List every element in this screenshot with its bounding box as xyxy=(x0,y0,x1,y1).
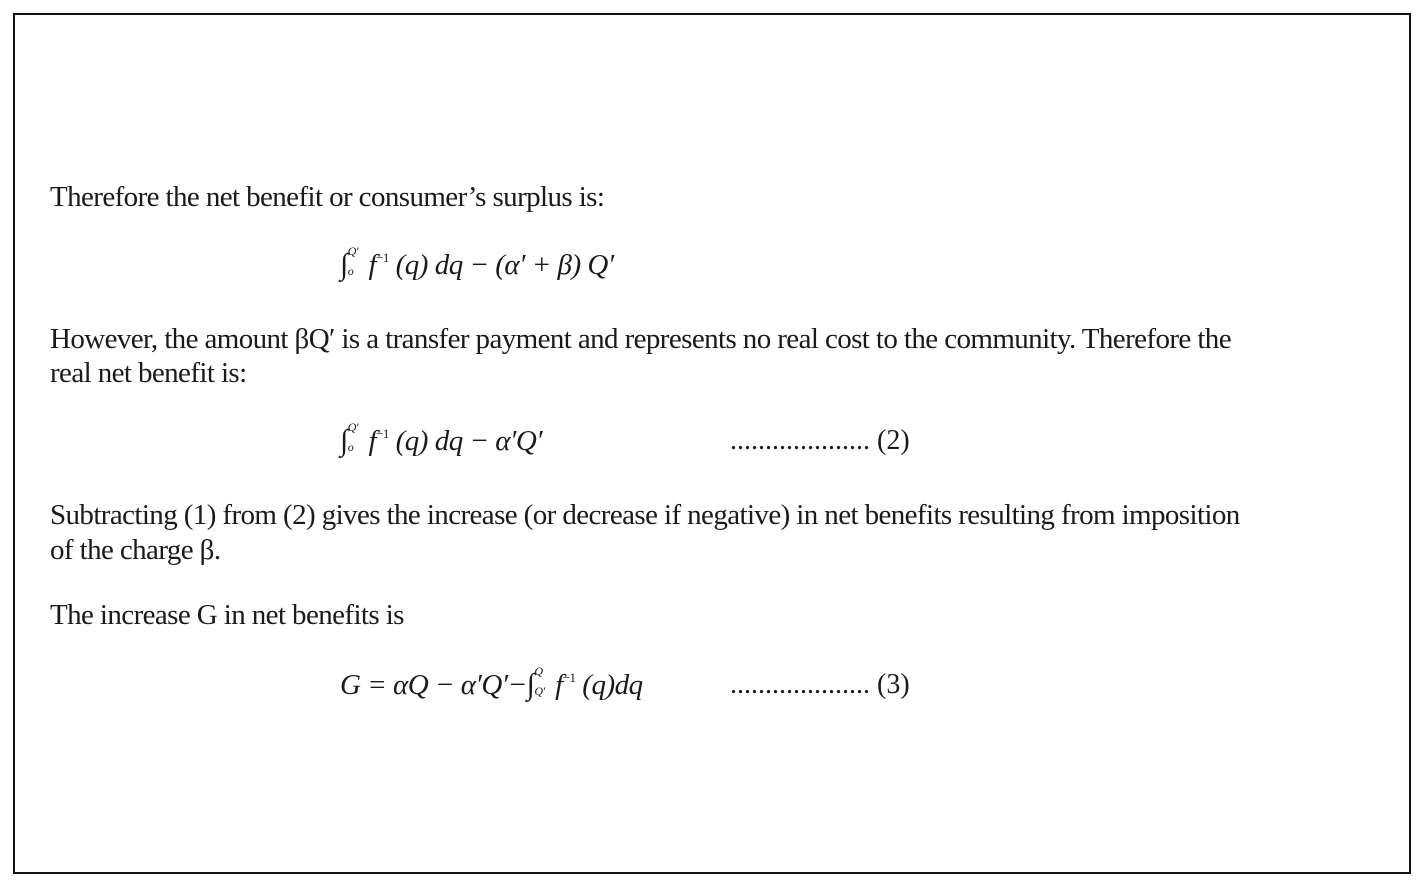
equation-real-net-benefit xyxy=(340,420,543,458)
integral-limits: Q Q′ xyxy=(534,664,545,698)
equation-increase-g xyxy=(340,664,643,702)
integral-sign: ∫ xyxy=(340,424,348,457)
leader-dots: .................... xyxy=(730,669,870,700)
integral-sign: ∫ xyxy=(340,248,348,281)
equation-function: f xyxy=(368,249,377,281)
equation-rest: (q) dq − α′Q′ xyxy=(395,425,543,457)
equation-lhs: G = αQ − α′Q′− xyxy=(340,669,527,701)
equation-exponent: −1 xyxy=(376,426,389,441)
equation-label: (3) xyxy=(877,669,910,700)
equation-function: f xyxy=(555,669,563,701)
equation-consumer-surplus xyxy=(340,244,614,282)
paragraph-subtracting-line1: Subtracting (1) from (2) gives the increase (or decrease if negative) in net benefits resulting from imposition xyxy=(50,499,1240,531)
paragraph-transfer-line1: However, the amount βQ′ is a transfer payment and represents no real cost to the community. Therefore the xyxy=(50,323,1231,355)
paragraph-increase-g: The increase G in net benefits is xyxy=(50,599,404,631)
integral-limits: Q′ o xyxy=(347,244,359,278)
equation-exponent: −1 xyxy=(376,250,389,265)
equation-exponent: −1 xyxy=(562,670,576,685)
integral-sign: ∫ xyxy=(526,668,535,701)
equation-number-2 xyxy=(730,425,910,457)
equation-number-3 xyxy=(730,669,910,701)
paragraph-net-benefit: Therefore the net benefit or consumer’s surplus is: xyxy=(50,181,605,213)
document-frame xyxy=(13,13,1411,874)
paragraph-transfer-line2: real net benefit is: xyxy=(50,357,247,389)
equation-rest: (q)dq xyxy=(582,669,643,701)
equation-function: f xyxy=(368,425,377,457)
paragraph-subtracting-line2: of the charge β. xyxy=(50,534,221,566)
leader-dots: .................... xyxy=(730,425,870,456)
integral-limits: Q′ o xyxy=(347,420,359,454)
equation-label: (2) xyxy=(877,425,910,456)
equation-rest: (q) dq − (α′ + β) Q′ xyxy=(395,249,614,281)
